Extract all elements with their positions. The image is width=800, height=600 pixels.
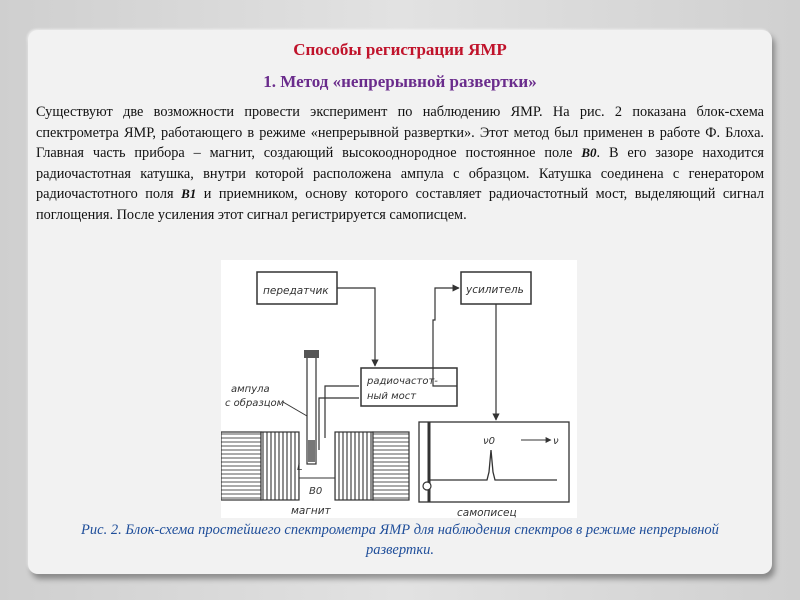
diagram-svg [221,260,577,518]
magnet-label: магнит [291,505,331,517]
recorder-paper [419,422,569,502]
field-label: B0 [309,486,323,497]
ampoule-label-1: ампула [231,384,270,395]
field-b0-symbol: B0 [581,145,597,160]
slide-subtitle: 1. Метод «непрерывной развертки» [263,72,537,91]
nu-label: ν [553,436,559,447]
field-b1-symbol: B1 [181,186,197,201]
rf-bridge-label-1: радиочастот- [367,376,438,387]
transmitter-label: передатчик [263,285,329,297]
magnet-right-core [373,432,409,500]
amplifier-label: усилитель [466,284,524,296]
ampoule-pointer [283,402,307,416]
magnet-left-core [221,432,261,500]
paragraph-part-1: Существуют две возможности провести эксперимент по наблюдению ЯМР. На рис. 2 показана блок-схема спектрометра ЯМР, работающего в режиме «непрерывной развертки». Этот метод был применен в работе Ф. Блоха. Главная часть прибора – магнит, создающий высокооднородное постоянное поле [36,104,764,161]
magnet-right-pole [335,432,373,500]
figure-caption: Рис. 2. Блок-схема простейшего спектрометра ЯМР для наблюдения спектров в режиме непрерывной развертки. [81,522,719,558]
spectrometer-diagram [221,260,577,518]
transmitter-to-bridge-arrow [337,288,375,366]
magnet-left-pole [261,432,299,500]
slide-title: Способы регистрации ЯМР [293,40,507,59]
recorder-pen-roller [423,482,431,490]
ampoule-label-2: с образцом [225,398,285,409]
paragraph-part-3: и приемником, основу которого составляет радиочастотный мост, выделяющий сигнал поглощения. После усиления этот сигнал регистрируется самописцем. [36,186,765,223]
ampoule-cap [304,350,319,358]
sample [308,440,315,462]
coil-to-bridge-wire [325,386,359,438]
recorder-label: самописец [457,507,517,518]
slide [28,30,772,574]
body-paragraph [36,102,764,225]
coil-label: L [297,462,303,473]
nu0-label: ν0 [483,436,495,447]
paragraph-part-2: . В его зазоре находится радиочастотная катушка, внутри которой расположена ампула с образцом. Катушка соединена с генератором радиочастотного поля [36,145,764,202]
bridge-to-amplifier-arrow [433,288,459,386]
rf-bridge-label-2: ный мост [367,391,417,402]
